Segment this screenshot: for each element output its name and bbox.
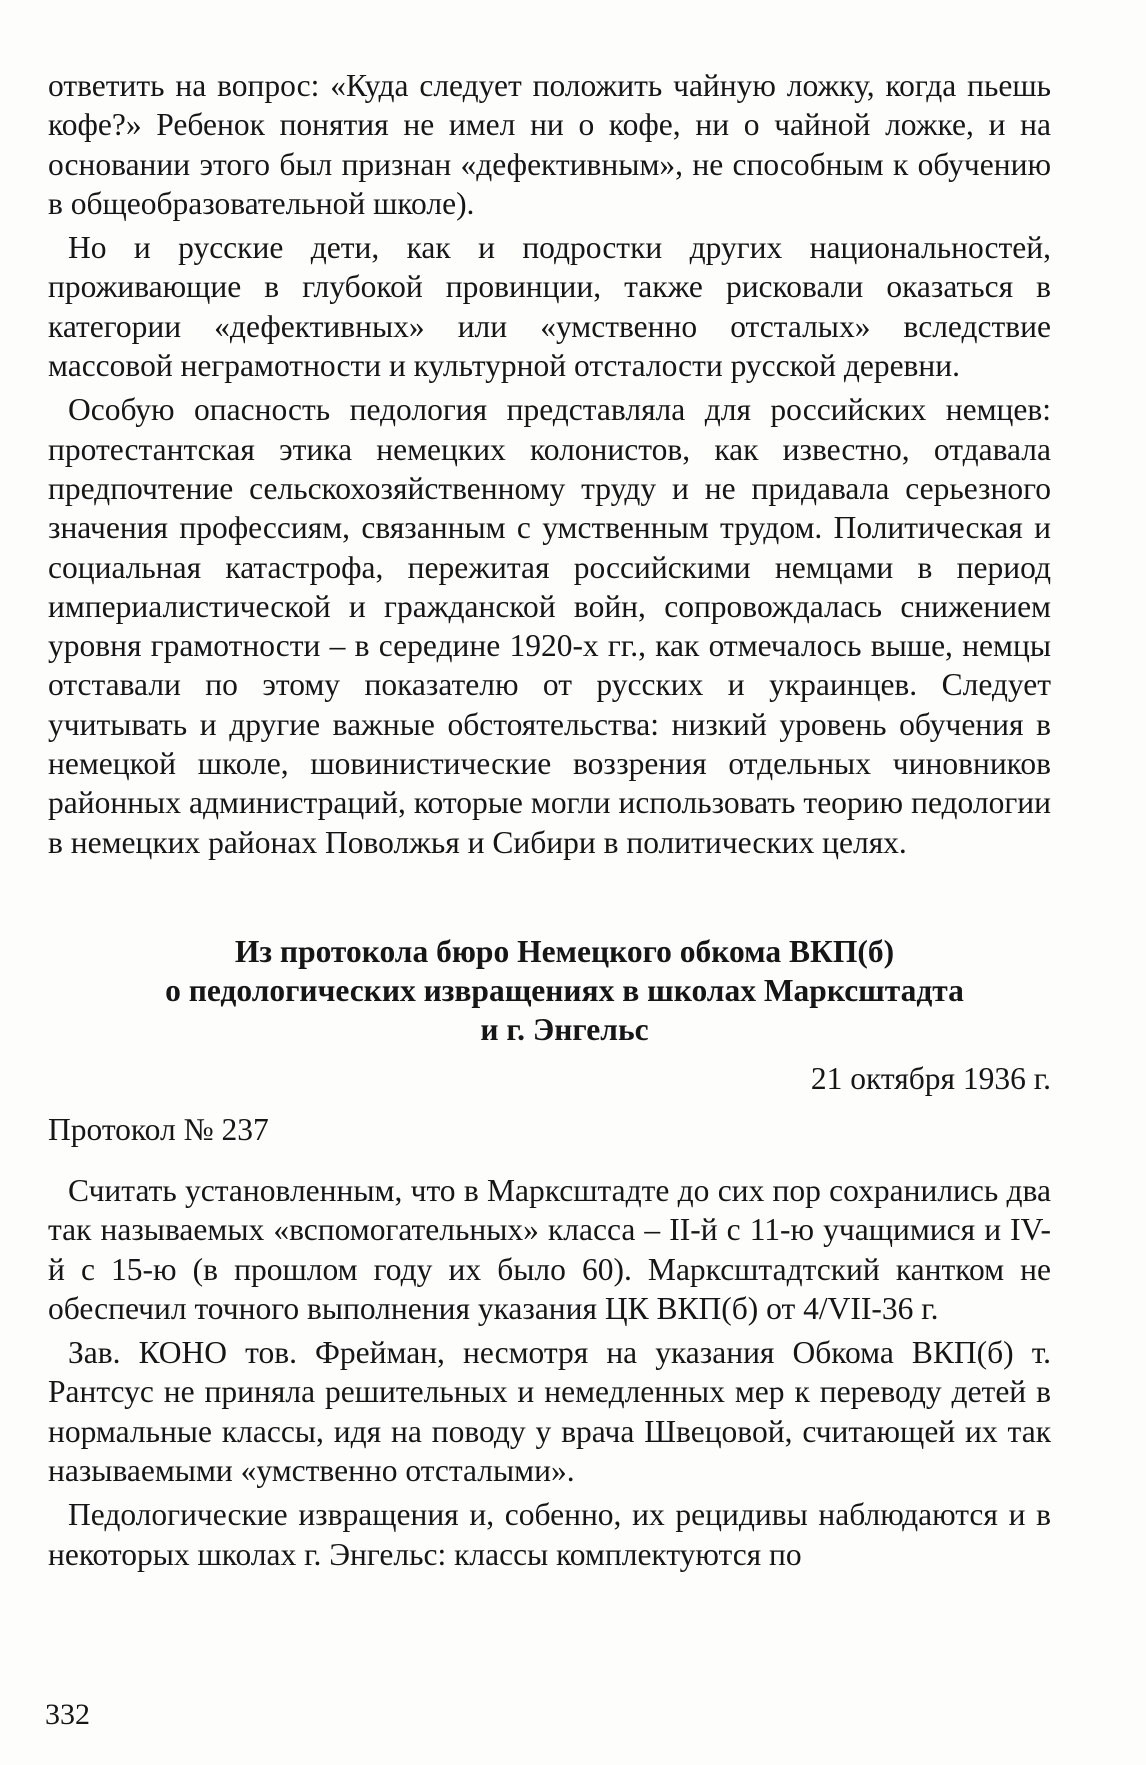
body-paragraph: Но и русские дети, как и подростки других национальностей, проживающие в глубокой провинции, также рисковали оказаться в категории «дефективных» или «умственно отсталых» вследствие массовой неграмотности и культурной отсталости русской деревни. bbox=[48, 230, 1051, 384]
text-column bbox=[48, 66, 1051, 1579]
body-paragraph: Особую опасность педология представляла для российских немцев: протестантская этика немецких колонистов, как известно, отдавала предпочтение сельскохозяйственному труду и не придавала серьезного значения профессиям, связанным с умственным трудом. Политическая и социальная катастрофа, пережитая российскими немцами в период империалистической и гражданской войн, сопровождалась снижением уровня грамотности – в середине 1920-х гг., как отмечалось выше, немцы отставали по этому показателю от русских и украинцев. Следует учитывать и другие важные обстоятельства: низкий уровень обучения в немецкой школе, шовинистические воззрения отдельных чиновников районных администраций, которые могли использовать теорию педологии в немецких районах Поволжья и Сибири в политических целях. bbox=[48, 392, 1051, 860]
protocol-number: Протокол № 237 bbox=[48, 1111, 269, 1147]
body-paragraph: Считать установленным, что в Марксштадте до сих пор сохранились два так называемых «вспомогательных» класса – II-й с 11-ю учащимися и IV-й с 15-ю (в прошлом году их было 60). Марксштадтский кантком не обеспечил точного выполнения указания ЦК ВКП(б) от 4/VII-36 г. bbox=[48, 1172, 1051, 1326]
heading-line: о педологических извращениях в школах Марксштадта bbox=[165, 972, 964, 1008]
body-paragraph: ответить на вопрос: «Куда следует положить чайную ложку, когда пьешь кофе?» Ребенок понятия не имел ни о кофе, ни о чайной ложке, и на основании этого был признан «дефективным», не способным к обучению в общеобразовательной школе). bbox=[48, 68, 1051, 221]
heading-line: и г. Энгельс bbox=[480, 1011, 649, 1047]
section-heading bbox=[48, 932, 1051, 1049]
document-date: 21 октября 1936 г. bbox=[810, 1060, 1051, 1096]
heading-line: Из протокола бюро Немецкого обкома ВКП(б) bbox=[234, 933, 895, 969]
page-number: 332 bbox=[45, 1698, 90, 1731]
body-paragraph: Педологические извращения и, собенно, их рецидивы наблюдаются и в некоторых школах г. Энгельс: классы комплектуются по bbox=[48, 1497, 1051, 1572]
body-paragraph: Зав. КОНО тов. Фрейман, несмотря на указания Обкома ВКП(б) т. Рантсус не приняла решительных и немедленных мер к переводу детей в нормальные классы, идя на поводу у врача Швецовой, считающей их так называемыми «умственно отсталыми». bbox=[48, 1335, 1051, 1489]
